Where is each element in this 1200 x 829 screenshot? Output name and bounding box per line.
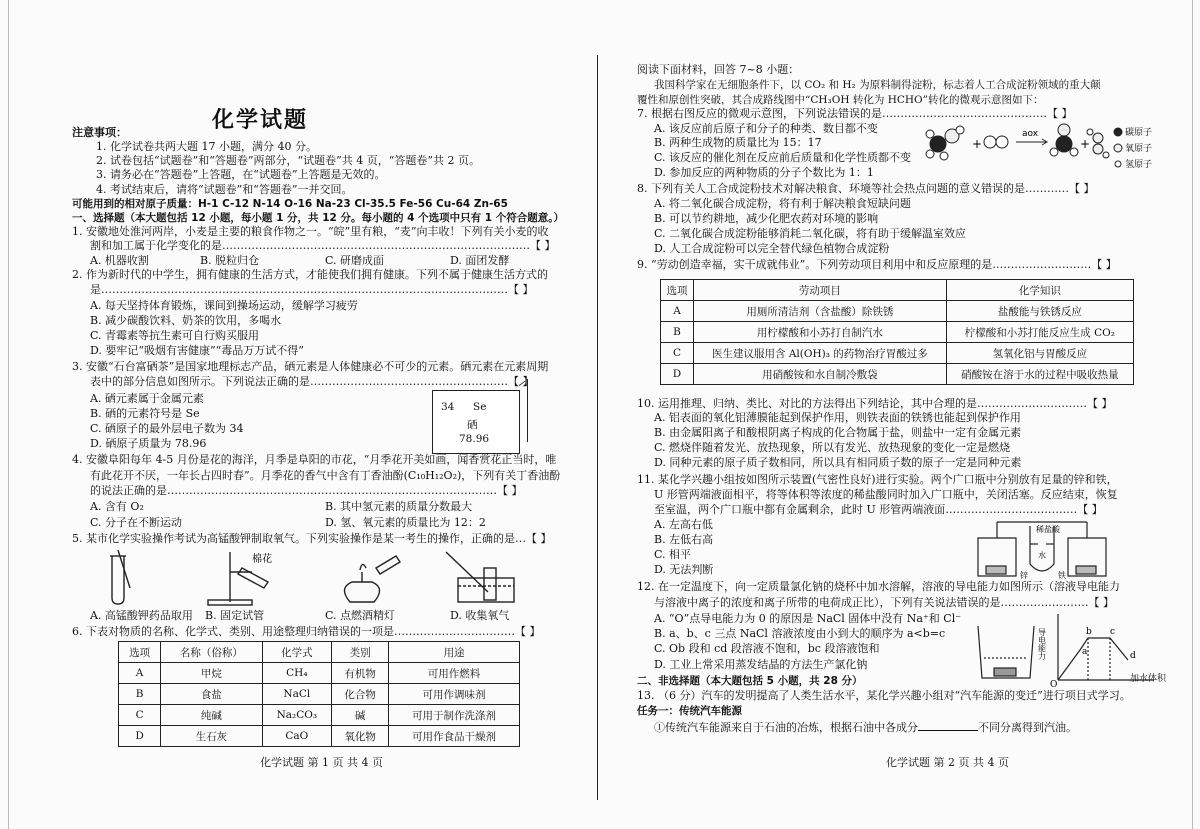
passage-line-2: 覆性和原创性突破，其合成路线图中“CH₃OH 转化为 HCHO”转化的微观示意图如下：: [637, 94, 1044, 106]
q4-option-d: D. 氢、氧元素的质量比为 12：2: [325, 516, 486, 529]
table-cell: 纯碱: [161, 705, 262, 726]
q1-option-a: A. 机器收割: [90, 254, 149, 267]
task-1-text: [654, 720, 1077, 735]
plus-sign: +: [1080, 137, 1091, 151]
exam-title: 化学试题: [212, 108, 309, 133]
q12-option-c: C. Ob 段和 cd 段溶液不饱和，bc 段溶液饱和: [654, 642, 880, 655]
q9-stem: 9. “劳动创造幸福，实干成就伟业”。下列劳动项目利用中和反应原理的是………………………【 】: [637, 258, 1117, 271]
table-row: [119, 663, 520, 684]
table-cell: 可用于制作洗涤剂: [389, 705, 520, 726]
q6-stem: 6. 下表对物质的名称、化学式、类别、用途整理归纳错误的一项是……………………………【 】: [72, 625, 541, 638]
table-cell: 可用作调味剂: [389, 684, 520, 705]
q1-line-1: 1. 安徽地处淮河两岸，小麦是主要的粮食作物之一。“皖”里有粮，“麦”向丰收！下列有关小麦的收: [72, 225, 549, 238]
table-header: 化学知识: [946, 280, 1133, 301]
beaker-icon: [978, 626, 1034, 678]
q8-option-d: D. 人工合成淀粉可以完全替代绿色植物合成淀粉: [654, 242, 890, 255]
table-cell: A: [661, 301, 694, 322]
q10-option-b: B. 由金属阳离子和酸根阴离子构成的化合物属于盐，则盐中一定有金属元素: [654, 426, 1022, 439]
q8-option-b: B. 可以节约耕地，减少化肥农药对环境的影响: [654, 212, 879, 225]
zinc-label: 锌: [1020, 571, 1028, 580]
q3-option-c: C. 硒原子的最外层电子数为 34: [90, 422, 244, 435]
table-header: 用途: [389, 642, 520, 663]
q11-u-tube-apparatus: [972, 516, 1112, 580]
legend-hydrogen: 氢原子: [1125, 160, 1153, 170]
table-header-row: [661, 280, 1134, 301]
oxygen-molecule-icon: [984, 136, 1008, 148]
q4-line-2: 有此花开不厌，一年长占四时春”。月季花的香气中含有丁香油酚(C₁₀H₁₂O₂)，下列有关丁香油酚: [90, 469, 561, 482]
table-cell: 化合物: [332, 684, 389, 705]
carbon-atom-icon: [1114, 128, 1122, 136]
q10-option-c: C. 燃烧伴随着发光、放热现象，所以有发光、放热现象的变化一定是燃烧: [654, 441, 1011, 454]
acid-label: 稀盐酸: [1036, 525, 1060, 534]
q11-option-a: A. 左高右低: [654, 518, 713, 531]
graph-point-b: b: [1086, 627, 1092, 637]
table-cell: B: [119, 684, 161, 705]
q7-molecule-diagram: [924, 122, 1164, 178]
table-cell: NaCl: [262, 684, 332, 705]
q12-option-b: B. a、b、c 三点 NaCl 溶液浓度由小到大的顺序为 a<b=c: [654, 627, 946, 640]
q1-option-b: B. 脱粒归仓: [200, 254, 260, 267]
graph-point-a: a: [1082, 647, 1088, 657]
q7-option-a: A. 该反应前后原子和分子的种类、数目都不变: [654, 122, 878, 135]
q10-option-a: A. 铝表面的氧化铝薄膜能起到保护作用，则铁表面的铁锈也能起到保护作用: [654, 411, 1021, 424]
table-cell: 可用作燃料: [389, 663, 520, 684]
note-1: 1. 化学试卷共两大题 17 小题，满分 40 分。: [96, 140, 317, 153]
q12-option-a: A. “O”点导电能力为 0 的原因是 NaCl 固体中没有 Na⁺和 Cl⁻: [654, 612, 962, 625]
q3-option-b: B. 硒的元素符号是 Se: [90, 407, 200, 420]
formaldehyde-molecule-icon: [1050, 124, 1078, 156]
q11-line-2: U 形管两端液面相平，将等体积等浓度的稀盐酸同时加入广口瓶中，关闭活塞。反应结束，恢复: [654, 488, 1118, 501]
hydrogen-atom-icon: [1115, 161, 1121, 167]
table-header-row: [119, 642, 520, 663]
table-header: 名称（俗称）: [161, 642, 262, 663]
q3-option-d: D. 硒原子质量为 78.96: [90, 437, 207, 450]
q7-option-c: C. 该反应的催化剂在反应前后质量和化学性质都不变: [654, 151, 912, 164]
reading-intro: 阅读下面材料，回答 7~8 小题：: [637, 63, 800, 76]
task-1-text-end: 不同分离得到汽油。: [978, 721, 1077, 734]
q8-option-c: C. 二氧化碳合成淀粉能够消耗二氧化碳，将有助于缓解温室效应: [654, 227, 967, 240]
table-cell: 有机物: [332, 663, 389, 684]
methanol-molecule-icon: [926, 126, 964, 160]
q8-stem: 8. 下列有关人工合成淀粉技术对解决粮食、环境等社会热点问题的意义错误的是…………【 】: [637, 182, 1095, 195]
table-row: [661, 364, 1134, 385]
table-cell: CaO: [262, 726, 332, 747]
graph-point-c: c: [1110, 627, 1116, 637]
table-row: [661, 301, 1134, 322]
table-header: 化学式: [262, 642, 332, 663]
oxygen-atom-icon: [1114, 144, 1122, 152]
answer-blank[interactable]: [918, 720, 978, 731]
selenium-element-tile: [432, 390, 520, 454]
q6-table: [118, 641, 520, 747]
table-cell: 用硝酸铵和水自制冷敷袋: [694, 364, 947, 385]
conductivity-graph: [1058, 614, 1154, 680]
tile-3d-edge: [519, 379, 528, 448]
table-cell: D: [661, 364, 694, 385]
q5-apparatus-figures: [90, 548, 550, 608]
q4-line-3: 的说法正确的是………………………………………………………………………………【 】: [90, 484, 523, 497]
table-cell: 生石灰: [161, 726, 262, 747]
q2-option-a: A. 每天坚持体育锻炼，课间到操场运动，缓解学习疲劳: [90, 299, 358, 312]
scan-edge-left: [8, 0, 9, 829]
page-divider: [597, 55, 598, 800]
task-1-text-start: ①传统汽车能源来自于石油的冶炼，根据石油中各成分: [654, 721, 918, 734]
table-cell: 用柠檬酸和小苏打自制汽水: [694, 322, 947, 343]
legend-oxygen: 氧原子: [1125, 144, 1153, 154]
section-1-heading: 一、选择题（本大题包括 12 小题，每小题 1 分，共 12 分。每小题的 4 个选项中只有 1 个符合题意。）: [72, 212, 564, 224]
atomic-masses: 可能用到的相对原子质量：H-1 C-12 N-14 O-16 Na-23 Cl-35.5 Fe-56 Cu-64 Zn-65: [72, 198, 508, 210]
q2-option-c: C. 青霉素等抗生素可自行购买服用: [90, 329, 260, 342]
legend-carbon: 碳原子: [1125, 128, 1153, 138]
q3-line-1: 3. 安徽“石台富硒茶”是国家地理标志产品，硒元素是人体健康必不可少的元素。硒元素在元素周期: [72, 360, 549, 373]
q2-line-2: 是…………………………………………………………………………………………………【 】: [90, 283, 534, 296]
q4-option-c: C. 分子在不断运动: [90, 516, 183, 529]
gas-collection-icon: [446, 552, 514, 602]
q10-option-d: D. 同种元素的原子质子数相同，所以具有相同质子数的原子一定是同种元素: [654, 456, 1022, 469]
q1-option-c: C. 研磨成面: [325, 254, 385, 267]
tile-name: 硒: [467, 419, 478, 431]
q11-line-1: 11. 某化学兴趣小组按如图所示装置(气密性良好)进行实验。两个广口瓶中分别放有足量的锌和铁，: [637, 473, 1118, 486]
tile-mass: 78.96: [459, 433, 490, 445]
q3-option-a: A. 硒元素属于金属元素: [90, 392, 204, 405]
q12-line-1: 12. 在一定温度下，向一定质量氯化钠的烧杯中加水溶解，溶液的导电能力如图所示（溶液导电能力: [637, 580, 1120, 593]
reaction-arrow-icon: [1016, 139, 1047, 145]
table-cell: 氧化物: [332, 726, 389, 747]
q7-option-d: D. 参加反应的两种物质的分子个数比为 1：1: [654, 166, 874, 179]
q11-option-b: B. 左低右高: [654, 533, 714, 546]
table-row: [119, 684, 520, 705]
q4-line-1: 4. 安徽阜阳每年 4-5 月份是花的海洋，月季是阜阳的市花，“月季花开美如画，闻香赏花正当时，唯: [72, 453, 557, 466]
table-cell: 氢氧化铝与胃酸反应: [946, 343, 1133, 364]
table-cell: 柠檬酸和小苏打能反应生成 CO₂: [946, 322, 1133, 343]
q13-stem: 13. （6 分）汽车的发明提高了人类生活水平，某化学兴趣小组对“汽车能源的变迁”进行项目式学习。: [637, 689, 1131, 702]
table-cell: C: [119, 705, 161, 726]
table-row: [119, 726, 520, 747]
table-cell: C: [661, 343, 694, 364]
table-cell: 用厕所清洁剂（含盐酸）除铁锈: [694, 301, 947, 322]
iron-label: 铁: [1058, 571, 1066, 580]
q2-option-d: D. 要牢记“吸烟有害健康”“毒品万万试不得”: [90, 344, 304, 357]
table-cell: 医生建议服用含 Al(OH)₃ 的药物治疗胃酸过多: [694, 343, 947, 364]
table-cell: 可用作食品干燥剂: [389, 726, 520, 747]
q5-option-a: A. 高锰酸钾药品取用: [90, 609, 193, 622]
test-tube-spatula-icon: [110, 550, 130, 604]
table-cell: 食盐: [161, 684, 262, 705]
table-cell: 甲烷: [161, 663, 262, 684]
note-3: 3. 请务必在“答题卷”上答题，在“试题卷”上答题是无效的。: [96, 168, 386, 181]
table-row: [661, 343, 1134, 364]
tile-atomic-number: 34: [441, 401, 455, 413]
q2-line-1: 2. 作为新时代的中学生，拥有健康的生活方式，才能使我们拥有健康。下列不属于健康生活方式的: [72, 268, 548, 281]
q8-option-a: A. 将二氧化碳合成淀粉，将有利于解决粮食短缺问题: [654, 197, 911, 210]
plus-sign: +: [972, 137, 983, 151]
left-page-footer: 化学试题 第 1 页 共 4 页: [260, 756, 383, 769]
q3-line-2: 表中的部分信息如图所示。下列说法正确的是………………………………………………【 】: [90, 375, 534, 388]
q5-option-d: D. 收集氧气: [450, 609, 510, 622]
scan-edge-right: [1192, 0, 1193, 829]
q12-line-2: 与溶液中离子的浓度和离子所带的电荷成正比），下列有关说法错误的是……………………【 】: [654, 596, 1114, 609]
q12-option-d: D. 工业上常采用蒸发结晶的方法生产氯化钠: [654, 658, 868, 671]
passage-line-1: 我国科学家在无细胞条件下，以 CO₂ 和 H₂ 为原料制得淀粉，标志着人工合成淀粉领域的重大颠: [654, 79, 1101, 91]
table-cell: CH₄: [262, 663, 332, 684]
graph-point-d: d: [1130, 651, 1136, 661]
q1-option-d: D. 面团发酵: [450, 254, 510, 267]
graph-origin: O: [1050, 680, 1058, 688]
catalyst-label: aox: [1022, 129, 1039, 139]
graph-xlabel: 加水体积: [1130, 674, 1167, 684]
table-header: 选项: [661, 280, 694, 301]
notes-heading: 注意事项：: [72, 126, 127, 139]
table-cell: D: [119, 726, 161, 747]
q4-option-a: A. 含有 O₂: [90, 500, 144, 513]
q11-option-d: D. 无法判断: [654, 563, 714, 576]
q11-line-3: 至室温，两个广口瓶中都有金属剩余，此时 U 形管两端液面………………………………【 】: [654, 503, 1103, 516]
q7-option-b: B. 两种生成物的质量比为 15：17: [654, 136, 822, 149]
right-page-footer: 化学试题 第 2 页 共 4 页: [886, 756, 1009, 769]
q5-stem: 5. 某市化学实验操作考试为高锰酸钾制取氧气。下列实验操作是某一考生的操作，正确的是…【 】: [72, 532, 552, 545]
section-2-heading: 二、非选择题（本大题包括 5 小题，共 28 分）: [637, 675, 863, 687]
q4-option-b: B. 其中氢元素的质量分数最大: [325, 500, 473, 513]
table-cell: A: [119, 663, 161, 684]
q7-stem: 7. 根据右图反应的微观示意图，下列说法错误的是………………………………………【 】: [637, 107, 1073, 120]
q11-option-c: C. 相平: [654, 548, 692, 561]
hydrogen-peroxide-molecule-icon: [1087, 129, 1109, 158]
cotton-label: 棉花: [252, 554, 272, 565]
q1-line-2: 割和加工属于化学变化的是…………………………………………………………………………【 】: [90, 239, 556, 252]
water-label: 水: [1038, 551, 1046, 560]
table-cell: 盐酸能与铁锈反应: [946, 301, 1133, 322]
q9-table: [660, 279, 1134, 385]
q5-option-b: B. 固定试管: [205, 609, 265, 622]
table-cell: 碱: [332, 705, 389, 726]
tile-symbol: Se: [473, 401, 487, 413]
legend: [1114, 126, 1152, 170]
task-1-heading: 任务一：传统汽车能源: [637, 705, 742, 717]
table-cell: 硝酸铵在溶于水的过程中吸收热量: [946, 364, 1133, 385]
alcohol-lamp-icon: [344, 556, 400, 602]
q5-option-c: C. 点燃酒精灯: [325, 609, 396, 622]
table-header: 劳动项目: [694, 280, 947, 301]
note-4: 4. 考试结束后，请将“试题卷”和“答题卷”一并交回。: [96, 183, 353, 196]
table-row: [661, 322, 1134, 343]
q2-option-b: B. 减少碳酸饮料、奶茶的饮用，多喝水: [90, 314, 282, 327]
table-cell: B: [661, 322, 694, 343]
note-2: 2. 试卷包括“试题卷”和“答题卷”两部分，“试题卷”共 4 页，“答题卷”共 2 页。: [96, 154, 480, 167]
graph-ylabel: 导电能力: [1037, 628, 1047, 660]
table-cell: Na₂CO₃: [262, 705, 332, 726]
table-header: 选项: [119, 642, 161, 663]
table-header: 类别: [332, 642, 389, 663]
q10-stem: 10. 运用推理、归纳、类比、对比的方法得出下列结论，其中合理的是…………………………【 】: [637, 397, 1113, 410]
table-row: [119, 705, 520, 726]
